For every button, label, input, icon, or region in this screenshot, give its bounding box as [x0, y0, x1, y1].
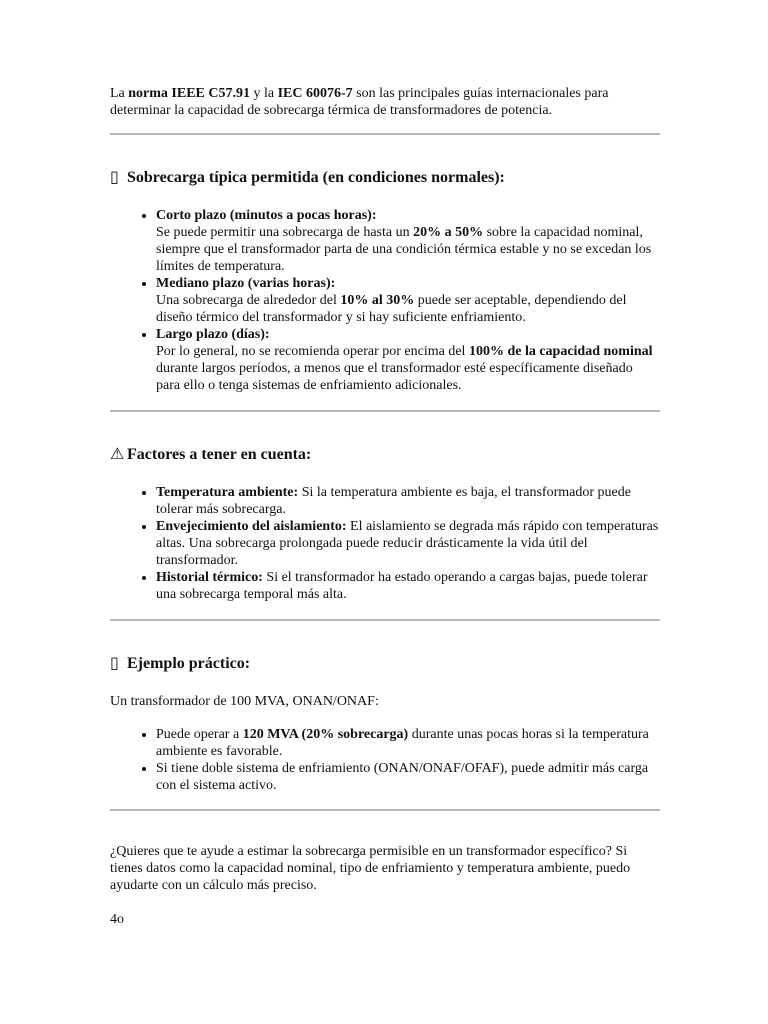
- closing-paragraph: ¿Quieres que te ayude a estimar la sobrecarga permisible en un transformador específico? Si tienes datos como la capacidad nominal, tipo de enfriamiento y temperatura ambiente, puedo ayudarte con un cálculo más preciso.: [110, 844, 631, 893]
- section-example: [110, 654, 660, 794]
- example-lead: Un transformador de 100 MVA, ONAN/ONAF:: [110, 694, 379, 709]
- section-heading: ▯ Ejemplo práctico:: [110, 655, 251, 672]
- factors-list: [110, 484, 660, 603]
- divider: [110, 619, 660, 621]
- list-item: • Historial térmico: Si el transformador ha estado operando a cargas bajas, puede tolerar una sobrecarga temporal más alta.: [156, 569, 660, 603]
- intro-paragraph: La norma IEEE C57.91 y la IEC 60076-7 son las principales guías internacionales para determinar la capacidad de sobrecarga térmica de transformadores de potencia.: [110, 86, 609, 118]
- warning-icon: ⚠: [110, 446, 125, 463]
- list-item: • Temperatura ambiente: Si la temperatura ambiente es baja, el transformador puede tolerar más sobrecarga.: [156, 484, 660, 518]
- section-heading: ⚠ Factores a tener en cuenta:: [110, 446, 312, 463]
- divider: [110, 133, 660, 135]
- missing-glyph-icon: ▯: [110, 655, 119, 672]
- section-factors: [110, 445, 660, 603]
- list-item: • Mediano plazo (varias horas): Una sobrecarga de alrededor del 10% al 30% puede ser aceptable, dependiendo del diseño térmico del transformador y si hay suficiente enfriamiento.: [156, 275, 660, 326]
- divider: [110, 809, 660, 811]
- page-number: 4o: [110, 912, 124, 927]
- overload-list: [110, 207, 660, 394]
- document-page: [110, 85, 660, 928]
- ieee-standard: norma IEEE C57.91: [128, 86, 250, 101]
- section-heading: ▯ Sobrecarga típica permitida (en condiciones normales):: [110, 169, 505, 186]
- list-item: • Largo plazo (días): Por lo general, no se recomienda operar por encima del 100% de la capacidad nominal durante largos períodos, a menos que el transformador esté específicamente diseñado para ello o tenga sistemas de enfriamiento adicionales.: [156, 326, 660, 394]
- iec-standard: IEC 60076-7: [277, 86, 353, 101]
- missing-glyph-icon: ▯: [110, 169, 119, 186]
- list-item: • Corto plazo (minutos a pocas horas): Se puede permitir una sobrecarga de hasta un 20% a 50% sobre la capacidad nominal, siempre que el transformador parta de una condición térmica estable y no se excedan los límites de temperatura.: [156, 207, 660, 275]
- list-item: • Puede operar a 120 MVA (20% sobrecarga) durante unas pocas horas si la temperatura ambiente es favorable.: [156, 726, 660, 760]
- list-item: • Si tiene doble sistema de enfriamiento (ONAN/ONAF/OFAF), puede admitir más carga con el sistema activo.: [156, 760, 660, 794]
- section-overload-allowed: [110, 168, 660, 394]
- list-item: • Envejecimiento del aislamiento: El aislamiento se degrada más rápido con temperaturas altas. Una sobrecarga prolongada puede reducir drásticamente la vida útil del transformador.: [156, 518, 660, 569]
- divider: [110, 410, 660, 412]
- example-list: [110, 726, 660, 794]
